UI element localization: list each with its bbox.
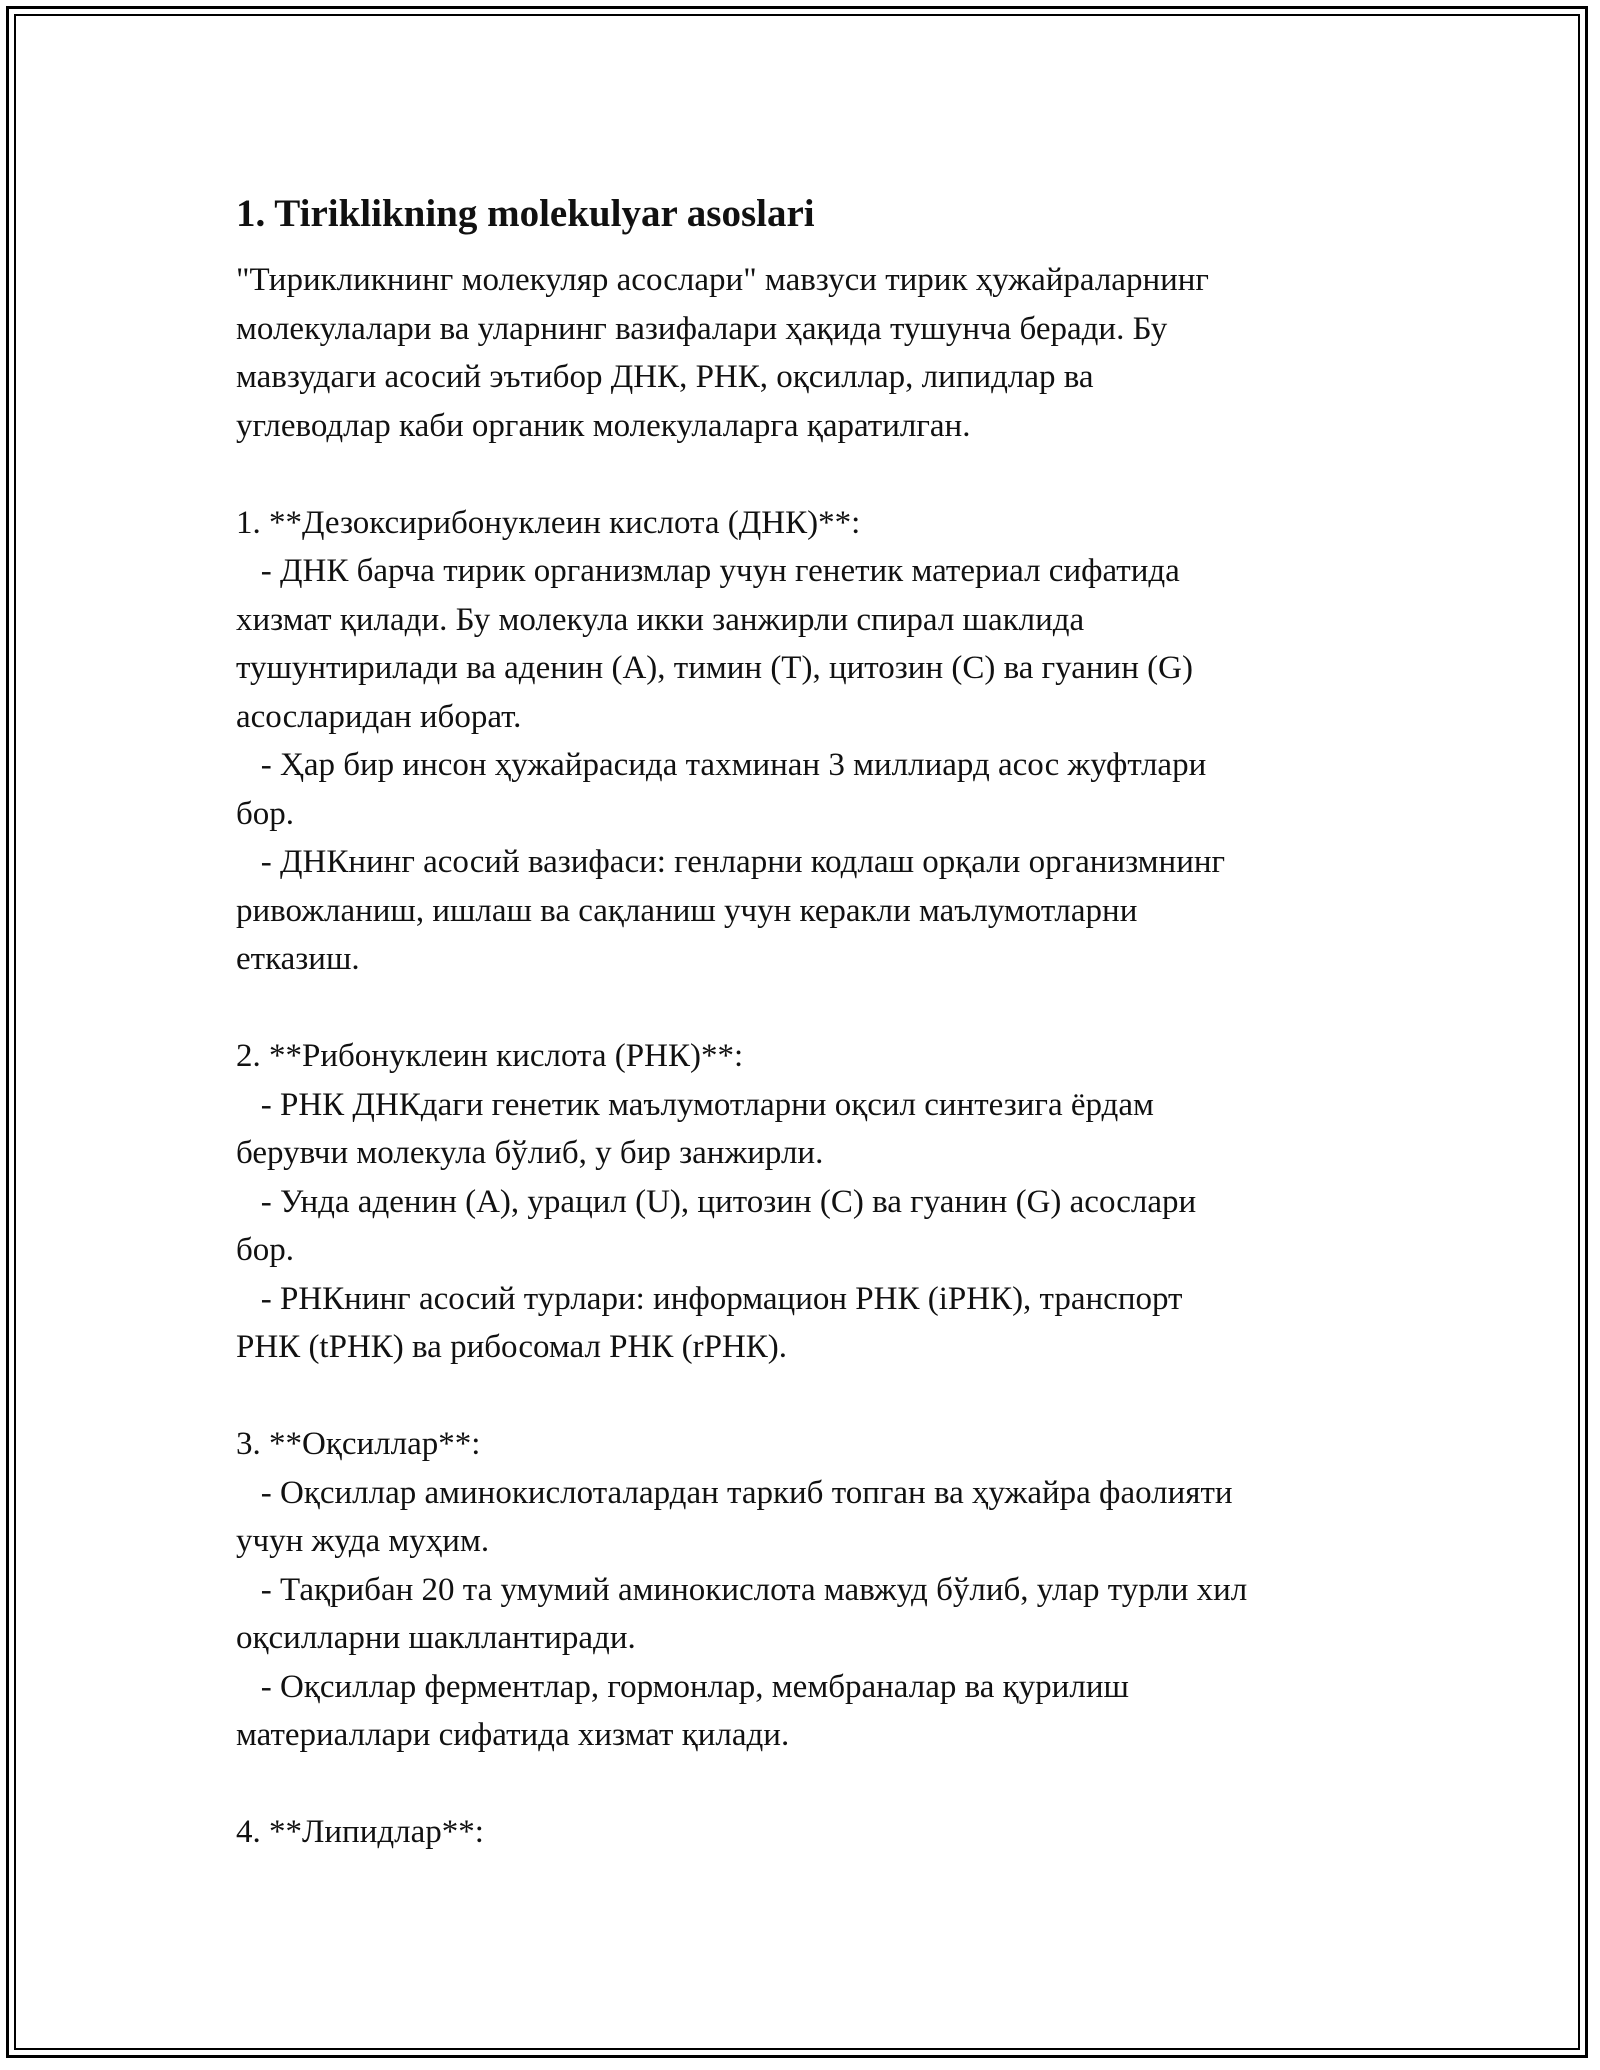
- document-content: [236, 188, 1396, 1857]
- document-title: 1. Tiriklikning molekulyar asoslari: [236, 192, 815, 235]
- document-body: "Тирикликнинг молекуляр асослари" мавзуси тирик ҳужайраларнинг молекулалари ва уларнинг вазифалари ҳақида тушунча беради. Бу мавзудаги асосий эътибор ДНК, РНК, оқсиллар, липидлар ва углеводлар каби органик молекулаларга қаратилган. 1. **Дезоксирибонуклеин кислота (ДНК)**: - ДНК барча тирик организмлар учун генетик материал сифатида хизмат қилади. Бу молекула икки занжирли спирал шаклида тушунтирилади ва аденин (A), тимин (T), цитозин (C) ва гуанин (G) асосларидан иборат. - Ҳар бир инсон ҳужайрасида тахминан 3 миллиард асос жуфтлари бор. - ДНКнинг асосий вазифаси: генларни кодлаш орқали организмнинг ривожланиш, ишлаш ва сақланиш учун керакли маълумотларни етказиш. 2. **Рибонуклеин кислота (РНК)**: - РНК ДНКдаги генетик маълумотларни оқсил синтезига ёрдам берувчи молекула бўлиб, у бир занжирли. - Унда аденин (A), урацил (U), цитозин (C) ва гуанин (G) асослари бор. - РНКнинг асосий турлари: информацион РНК (iРНК), транспорт РНК (tРНК) ва рибосомал РНК (rРНК). 3. **Оқсиллар**: - Оқсиллар аминокислоталардан таркиб топган ва ҳужайра фаолияти учун жуда муҳим. - Тақрибан 20 та умумий аминокислота мавжуд бўлиб, улар турли хил оқсилларни шакллантиради. - Оқсиллар ферментлар, гормонлар, мембраналар ва қурилиш материаллари сифатида хизмат қилади. 4. **Липидлар**:: [236, 262, 1248, 1850]
